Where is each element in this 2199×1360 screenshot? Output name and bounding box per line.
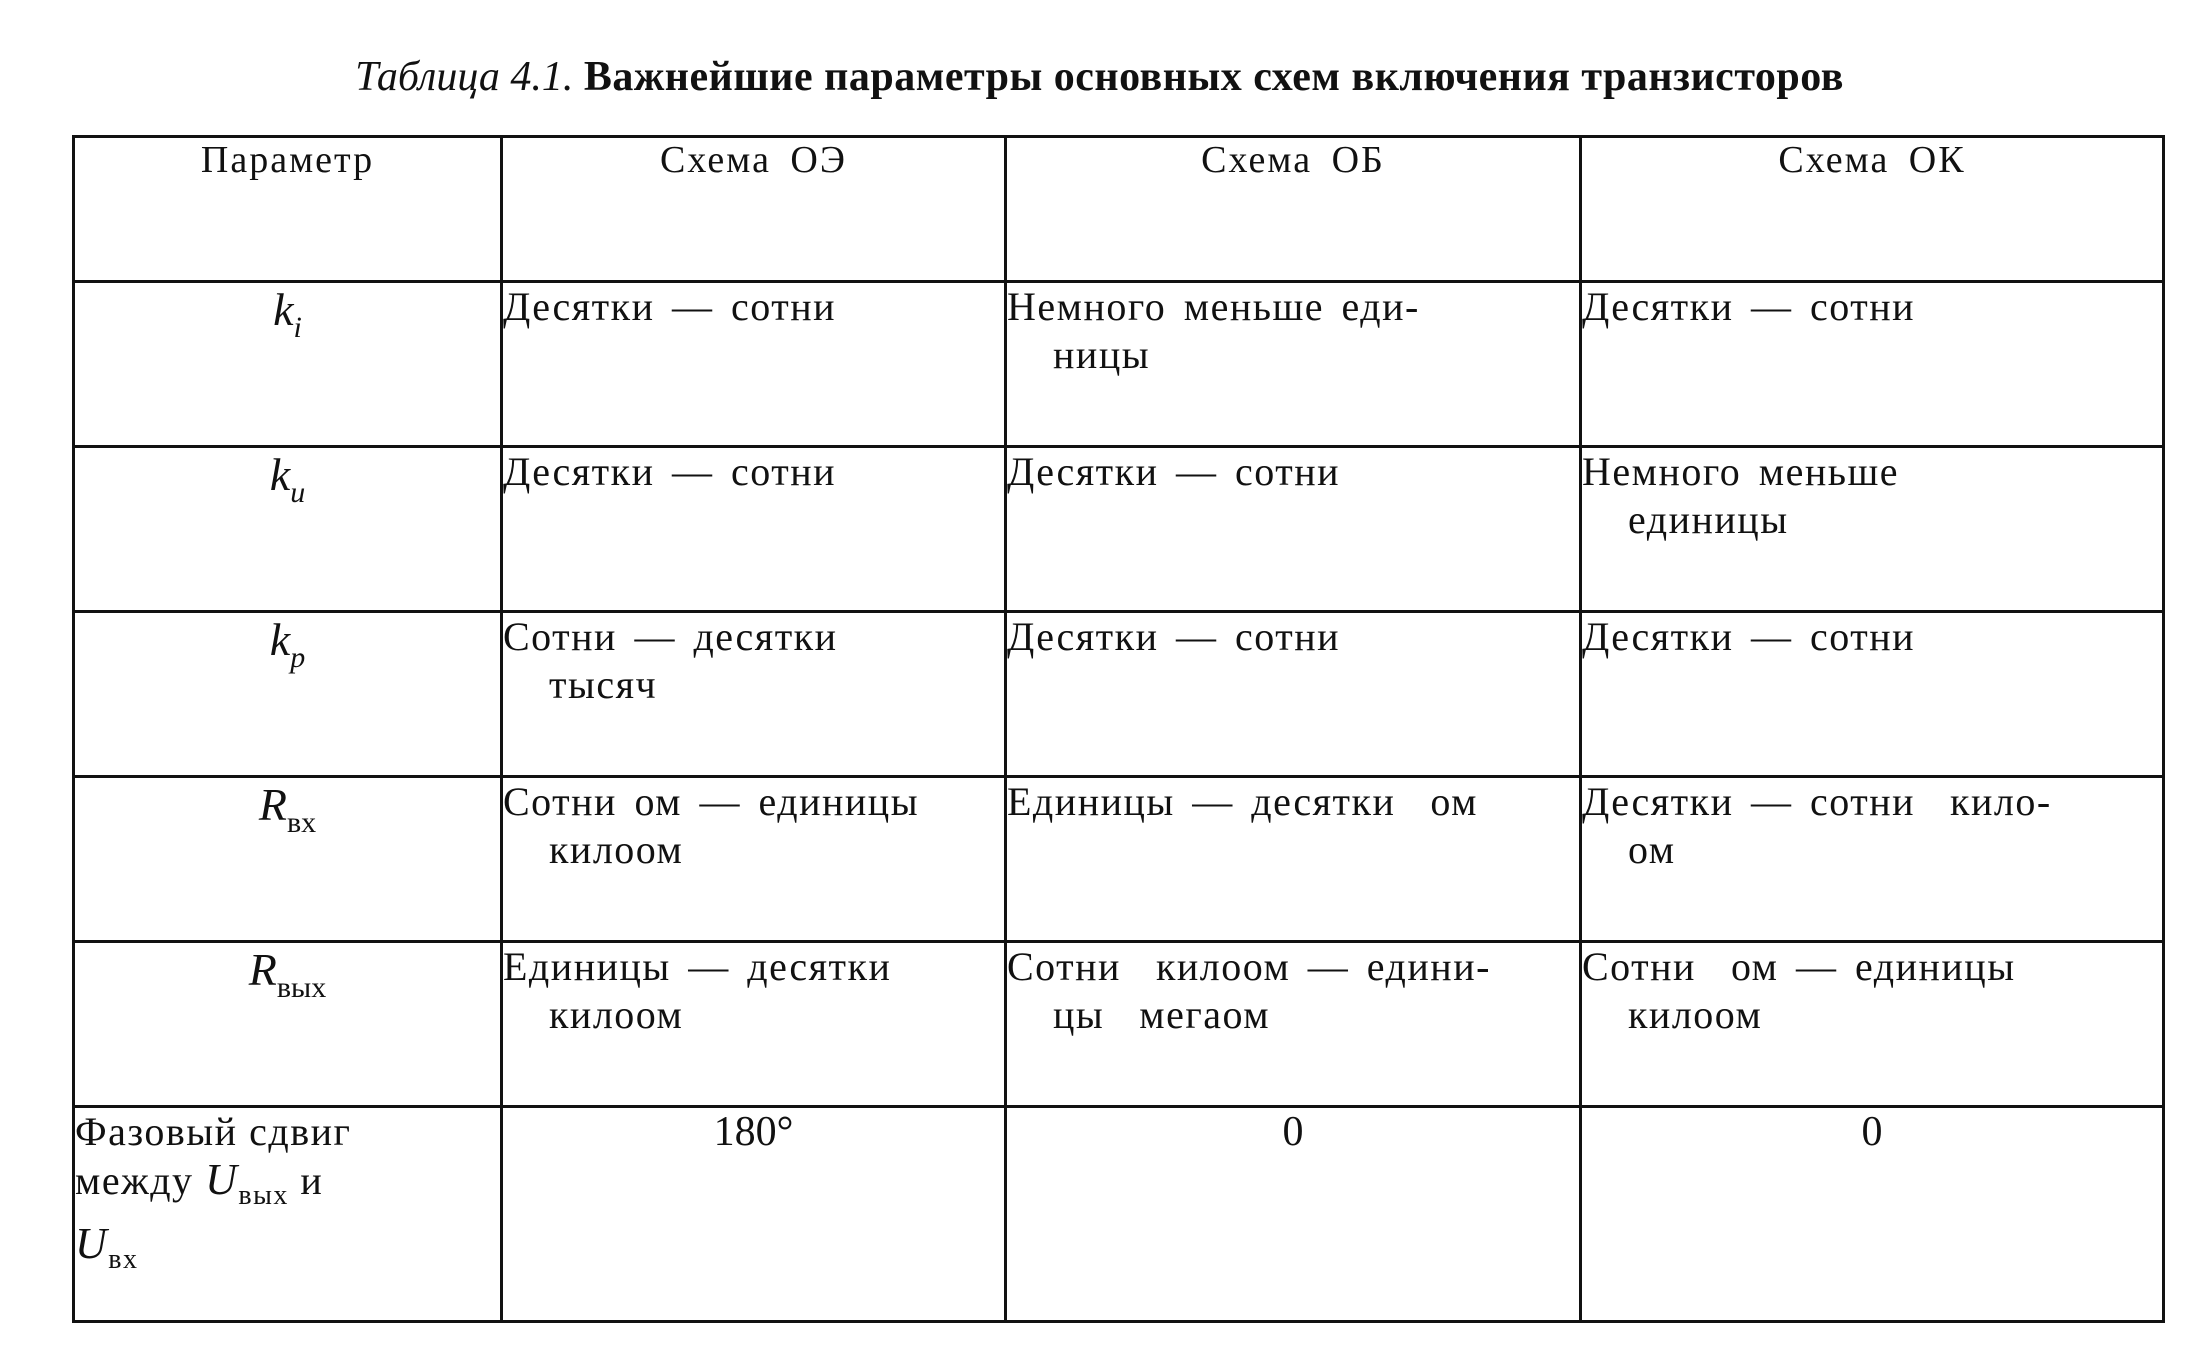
cell-text: Немного меньше еди- (1007, 284, 1420, 329)
cell-ok (1581, 942, 2164, 1107)
parameters-table (72, 135, 2165, 1323)
cell-text-cont: ом (1628, 827, 1676, 872)
cell-ok (1581, 447, 2164, 612)
cell-text: Десятки — сотни (503, 449, 837, 494)
table-row (74, 942, 2164, 1107)
phase-u-out-sub: вых (238, 1180, 289, 1211)
cell-text: Десятки — сотни (1007, 449, 1341, 494)
cell-text-cont: единицы (1628, 497, 1789, 542)
phase-u-in-sub: вх (108, 1244, 139, 1275)
table-row (74, 612, 2164, 777)
cell-text: Сотни ом — единицы (1582, 944, 2016, 989)
cell-ok (1581, 282, 2164, 447)
caption-title: Важнейшие параметры основных схем включения транзисторов (583, 54, 1844, 100)
cell-ok (1581, 612, 2164, 777)
caption-lead: Таблица 4.1. (355, 54, 574, 100)
phase-label-and: и (300, 1158, 324, 1203)
header-oe: Схема ОЭ (502, 137, 1006, 282)
cell-oe-phase: 180° (502, 1107, 1006, 1322)
cell-ob (1006, 777, 1581, 942)
cell-text: Сотни ом — единицы (503, 779, 920, 824)
cell-text: Единицы — десятки (503, 944, 892, 989)
cell-ok (1581, 777, 2164, 942)
cell-ob (1006, 447, 1581, 612)
cell-oe (502, 612, 1006, 777)
cell-text-cont: цы мегаом (1053, 992, 1271, 1037)
cell-ob (1006, 942, 1581, 1107)
header-row (74, 137, 2164, 282)
param-symbol: k (269, 449, 291, 500)
param-subscript: u (290, 476, 306, 509)
param-cell-phase (74, 1107, 502, 1322)
param-cell (74, 612, 502, 777)
param-cell (74, 282, 502, 447)
table-row-phase (74, 1107, 2164, 1322)
param-symbol: R (258, 779, 287, 830)
table-caption (0, 52, 2199, 102)
param-cell (74, 777, 502, 942)
cell-text-cont: килоом (549, 992, 684, 1037)
cell-ok-phase: 0 (1581, 1107, 2164, 1322)
table-row (74, 777, 2164, 942)
cell-text-cont: тысяч (549, 662, 658, 707)
cell-text: Десятки — сотни (503, 284, 837, 329)
param-symbol: k (273, 284, 294, 335)
param-subscript: i (293, 311, 302, 344)
cell-text: Немного меньше (1582, 449, 1900, 494)
cell-text: Сотни — десятки (503, 614, 838, 659)
param-symbol: k (269, 614, 291, 665)
cell-oe (502, 447, 1006, 612)
header-ok: Схема ОК (1581, 137, 2164, 282)
header-parameter: Параметр (74, 137, 502, 282)
cell-text: Десятки — сотни кило- (1582, 779, 2052, 824)
param-symbol: R (248, 944, 277, 995)
param-cell (74, 942, 502, 1107)
cell-text: Единицы — десятки ом (1007, 779, 1478, 824)
phase-label-between: между (75, 1158, 194, 1203)
cell-ob (1006, 282, 1581, 447)
header-ob: Схема ОБ (1006, 137, 1581, 282)
cell-text: Сотни килоом — едини- (1007, 944, 1491, 989)
cell-ob-phase: 0 (1006, 1107, 1581, 1322)
phase-u-symbol: U (205, 1155, 239, 1204)
cell-ob (1006, 612, 1581, 777)
cell-text-cont: килоом (549, 827, 684, 872)
param-subscript: вх (286, 806, 317, 839)
cell-text: Десятки — сотни (1582, 284, 1916, 329)
cell-oe (502, 777, 1006, 942)
cell-text-cont: килоом (1628, 992, 1763, 1037)
table-row (74, 282, 2164, 447)
cell-text-cont: ницы (1053, 332, 1151, 377)
param-subscript: вых (276, 971, 327, 1004)
cell-text: Десятки — сотни (1007, 614, 1341, 659)
phase-label-line1: Фазовый сдвиг (75, 1109, 352, 1154)
param-cell (74, 447, 502, 612)
param-subscript: p (290, 641, 306, 674)
cell-oe (502, 942, 1006, 1107)
cell-oe (502, 282, 1006, 447)
table-row (74, 447, 2164, 612)
cell-text: Десятки — сотни (1582, 614, 1916, 659)
phase-u-symbol-2: U (75, 1219, 109, 1268)
